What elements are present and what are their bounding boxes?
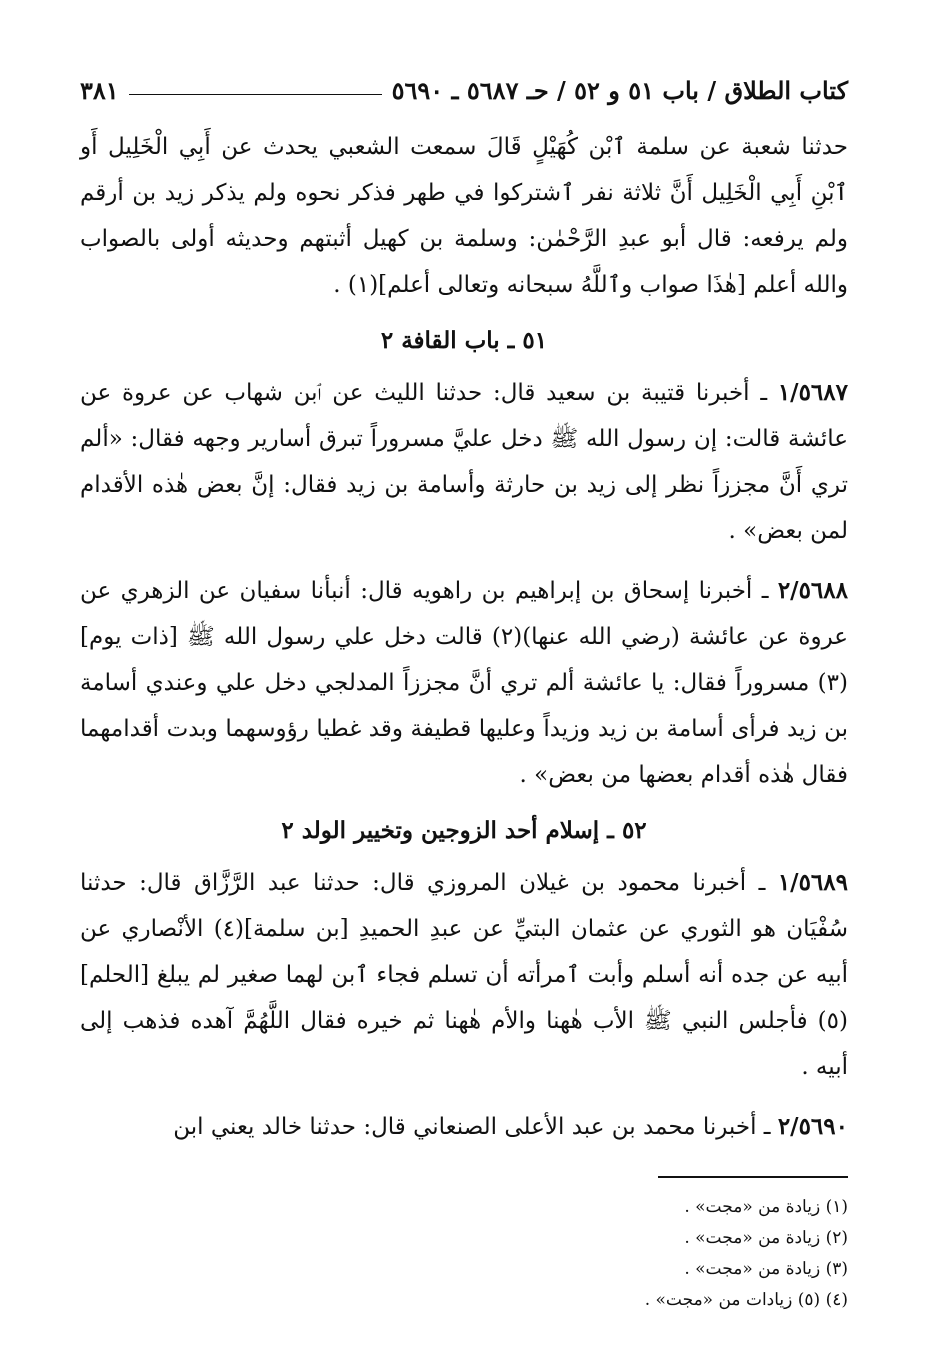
- footnote-separator: [658, 1176, 848, 1178]
- footnote: (٣) زيادة من «مجت» .: [684, 1259, 848, 1279]
- hadith-5687: [80, 370, 848, 554]
- hadith-5689: [80, 860, 848, 1090]
- hadith-number: ١/٥٦٨٧: [777, 379, 848, 406]
- hadith-number: ٢/٥٦٨٨: [777, 577, 848, 604]
- footnote: (٢) زيادة من «مجت» .: [684, 1228, 848, 1248]
- hadith-number: ٢/٥٦٩٠: [777, 1113, 848, 1140]
- running-head: [80, 70, 848, 110]
- hadith-text: ـ أخبرنا محمد بن عبد الأعلى الصنعاني قال: حدثنا خالد يعني ابن: [173, 1114, 771, 1140]
- hadith-number: ١/٥٦٨٩: [777, 869, 848, 896]
- footnotes-list: [80, 1192, 848, 1316]
- hadith-5688: [80, 568, 848, 798]
- page-number: ٣٨١: [80, 75, 119, 105]
- running-head-rule: [129, 94, 382, 95]
- book-page: [80, 70, 848, 1330]
- hadith-5690: [80, 1104, 848, 1150]
- hadith-text: ـ أخبرنا إسحاق بن إبراهيم بن راهويه قال: أنبأنا سفيان عن الزهري عن عروة عن عائشة (رضي الله عنها)(٢) قالت دخل علي رسول الله ﷺ [ذات يوم](٣) مسروراً فقال: يا عائشة ألم تري أنَّ مجززاً المدلجي دخل علي وعندي أسامة بن زيد فرأى أسامة بن زيد وزيداً وعليها قطيفة وقد غطيا رؤوسهما وبدت أقدامهما فقال هٰذه أقدام بعضها من بعض» .: [80, 578, 849, 788]
- running-head-title: كتاب الطلاق / باب ٥١ و ٥٢ / حـ ٥٦٨٧ ـ ٥٦٩٠: [391, 75, 848, 105]
- footnote: (١) زيادة من «مجت» .: [684, 1197, 848, 1217]
- hadith-text: ـ أخبرنا محمود بن غيلان المروزي قال: حدثنا عبد الرَّزَّاق قال: حدثنا سُفْيَان هو الثوري عن عثمان البتيِّ عن عبدِ الحميدِ [بن سلمة](٤) الأنْصاري عن أبيه عن جده أنه أسلم وأبت ٱمرأته أن تسلم فجاء ٱبن لهما صغير لم يبلغ [الحلم](٥) فأجلس النبي ﷺ الأب هٰهنا والأم هٰهنا ثم خيره فقال اللَّهُمَّ آهده فذهب إلى أبيه .: [80, 870, 848, 1080]
- hadith-text: ـ أخبرنا قتيبة بن سعيد قال: حدثنا الليث عن ٱبن شهاب عن عروة عن عائشة قالت: إن رسول الله ﷺ دخل عليَّ مسروراً تبرق أسارير وجهه فقال: «ألم تري أَنَّ مجززاً نظر إلى زيد بن حارثة وأسامة بن زيد فقال: إنَّ بعض هٰذه الأقدام لمن بعض» .: [80, 380, 848, 544]
- section-heading-52: ٥٢ ـ إسلام أحد الزوجين وتخيير الولد ٢: [281, 817, 647, 844]
- intro-paragraph: حدثنا شعبة عن سلمة ٱبْن كُهَيْلٍ قَالَ سمعت الشعبي يحدث عن أَبِي الْخَلِيل أَو ٱبْنِ أَبِي الْخَلِيل أَنَّ ثلاثة نفر ٱشتركوا في طهر فذكر نحوه ولم يذكر زيد بن أرقم ولم يرفعه: قال أبو عبدِ الرَّحْمٰن: وسلمة بن كهيل أثبتهم وحديثه أولى بالصواب والله أعلم [هٰذَا صواب وٱللَّهُ سبحانه وتعالى أعلم](١) .: [80, 134, 848, 298]
- footnote: (٤) (٥) زيادات من «مجت» .: [644, 1290, 848, 1310]
- section-heading-51: ٥١ ـ باب القافة ٢: [380, 327, 548, 354]
